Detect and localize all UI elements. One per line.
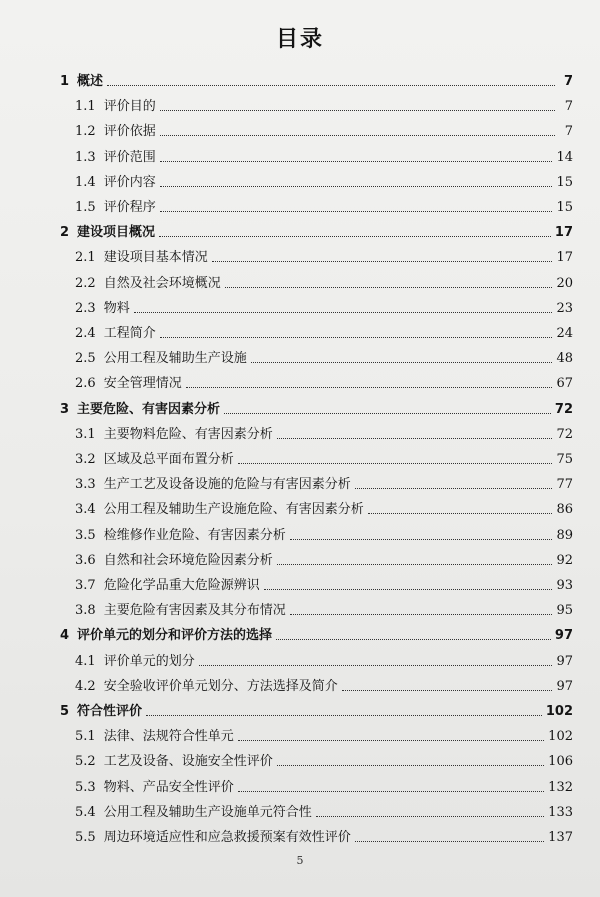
toc-section-entry[interactable] bbox=[75, 650, 573, 670]
toc-section-entry[interactable] bbox=[75, 725, 573, 745]
toc-entry-number: 2.3 bbox=[75, 300, 96, 316]
dot-leader bbox=[342, 690, 553, 691]
toc-entry-page-number: 102 bbox=[548, 729, 573, 745]
toc-entry-label: 生产工艺及设备设施的危险与有害因素分析 bbox=[103, 477, 351, 493]
toc-section-entry[interactable] bbox=[75, 347, 573, 367]
toc-section-entry[interactable] bbox=[75, 750, 573, 770]
toc-entry-page-number: 23 bbox=[556, 300, 573, 316]
toc-entry-label: 自然及社会环境概况 bbox=[103, 275, 221, 291]
toc-entry-page-number: 48 bbox=[556, 351, 573, 367]
toc-entry-number: 1.4 bbox=[75, 174, 96, 190]
toc-entry-page-number: 93 bbox=[556, 578, 573, 593]
toc-entry-number: 5.3 bbox=[75, 779, 96, 795]
dot-leader bbox=[159, 236, 551, 237]
toc-entry-page-number: 20 bbox=[556, 275, 573, 291]
toc-entry-page-number: 133 bbox=[548, 804, 573, 820]
toc-entry-label: 建设项目基本情况 bbox=[103, 250, 208, 266]
toc-entry-number: 1.5 bbox=[75, 200, 96, 215]
toc-entry-page-number: 17 bbox=[556, 250, 573, 266]
dot-leader bbox=[355, 841, 544, 842]
dot-leader bbox=[316, 816, 544, 817]
toc-section-entry[interactable] bbox=[75, 498, 573, 518]
toc-chapter-entry[interactable] bbox=[60, 221, 573, 241]
toc-chapter-entry[interactable] bbox=[60, 70, 573, 90]
dot-leader bbox=[134, 312, 553, 313]
toc-entry-number: 4.1 bbox=[75, 653, 96, 669]
toc-entry-label: 评价目的 bbox=[103, 99, 156, 115]
toc-entry-page-number: 72 bbox=[556, 426, 573, 442]
toc-section-entry[interactable] bbox=[75, 95, 573, 115]
toc-entry-page-number: 92 bbox=[556, 552, 573, 568]
dot-leader bbox=[160, 186, 553, 187]
toc-entry-label: 自然和社会环境危险因素分析 bbox=[103, 552, 273, 568]
dot-leader bbox=[264, 589, 553, 590]
toc-entry-label: 建设项目概况 bbox=[77, 225, 156, 241]
toc-entry-label: 公用工程及辅助生产设施 bbox=[103, 351, 247, 367]
toc-entry-page-number: 86 bbox=[556, 502, 573, 518]
toc-entry-label: 安全验收评价单元划分、方法选择及简介 bbox=[103, 678, 338, 694]
dot-leader bbox=[355, 488, 553, 489]
toc-entry-label: 物料 bbox=[103, 300, 130, 316]
toc-section-entry[interactable] bbox=[75, 776, 573, 796]
dot-leader bbox=[224, 413, 551, 414]
dot-leader bbox=[290, 614, 553, 615]
toc-entry-number: 5.5 bbox=[75, 830, 96, 845]
toc-entry-number: 3.5 bbox=[75, 527, 96, 543]
dot-leader bbox=[238, 463, 553, 464]
toc-entry-number: 5.4 bbox=[75, 804, 96, 820]
toc-entry-page-number: 132 bbox=[548, 779, 573, 795]
toc-entry-number: 2.6 bbox=[75, 376, 96, 392]
toc-entry-number: 3.7 bbox=[75, 578, 96, 593]
toc-section-entry[interactable] bbox=[75, 473, 573, 493]
toc-entry-page-number: 15 bbox=[556, 174, 573, 190]
toc-entry-label: 评价程序 bbox=[103, 200, 156, 215]
toc-entry-page-number: 102 bbox=[545, 704, 573, 719]
toc-chapter-entry[interactable] bbox=[60, 700, 573, 720]
toc-entry-page-number: 97 bbox=[556, 653, 573, 669]
toc-entry-page-number: 106 bbox=[548, 754, 573, 770]
dot-leader bbox=[277, 438, 553, 439]
dot-leader bbox=[160, 110, 555, 111]
toc-entry-number: 3.4 bbox=[75, 502, 96, 518]
toc-entry-label: 符合性评价 bbox=[77, 704, 143, 719]
dot-leader bbox=[146, 715, 542, 716]
toc-entry-number: 5.2 bbox=[75, 754, 96, 770]
toc-entry-number: 3.1 bbox=[75, 426, 96, 442]
dot-leader bbox=[290, 539, 553, 540]
dot-leader bbox=[212, 261, 553, 262]
toc-entry-number: 4.2 bbox=[75, 678, 96, 694]
toc-entry-number: 2.1 bbox=[75, 250, 96, 266]
toc-entry-label: 概述 bbox=[77, 74, 104, 89]
toc-entry-page-number: 89 bbox=[556, 527, 573, 543]
dot-leader bbox=[238, 791, 544, 792]
toc-chapter-entry[interactable] bbox=[60, 398, 573, 418]
dot-leader bbox=[186, 387, 553, 388]
toc-entry-label: 评价单元的划分和评价方法的选择 bbox=[77, 628, 273, 644]
toc-entry-label: 主要物料危险、有害因素分析 bbox=[103, 426, 273, 442]
dot-leader bbox=[199, 665, 553, 666]
toc-section-entry[interactable] bbox=[75, 196, 573, 216]
toc-entry-number: 3 bbox=[60, 401, 70, 417]
toc-section-entry[interactable] bbox=[75, 146, 573, 166]
toc-section-entry[interactable] bbox=[75, 524, 573, 544]
toc-section-entry[interactable] bbox=[75, 574, 573, 594]
dot-leader bbox=[160, 211, 553, 212]
toc-entry-label: 主要危险有害因素及其分布情况 bbox=[103, 603, 286, 619]
toc-chapter-entry[interactable] bbox=[60, 624, 573, 644]
dot-leader bbox=[368, 513, 553, 514]
toc-entry-label: 主要危险、有害因素分析 bbox=[77, 401, 221, 417]
page-title: 目录 bbox=[275, 27, 324, 52]
toc-entry-label: 法律、法规符合性单元 bbox=[103, 729, 234, 745]
toc-entry-label: 公用工程及辅助生产设施危险、有害因素分析 bbox=[103, 502, 364, 518]
toc-entry-page-number: 7 bbox=[564, 99, 573, 115]
toc-entry-number: 1.2 bbox=[75, 124, 96, 140]
toc-entry-number: 5 bbox=[60, 704, 70, 719]
toc-entry-label: 工程简介 bbox=[103, 326, 156, 341]
toc-entry-number: 2.2 bbox=[75, 275, 96, 291]
toc-section-entry[interactable] bbox=[75, 549, 573, 569]
toc-section-entry[interactable] bbox=[75, 297, 573, 317]
toc-entry-page-number: 95 bbox=[556, 603, 573, 619]
toc-entry-page-number: 15 bbox=[556, 200, 573, 215]
dot-leader bbox=[277, 765, 544, 766]
toc-entry-number: 3.8 bbox=[75, 603, 96, 619]
toc-section-entry[interactable] bbox=[75, 448, 573, 468]
footer-page-number: 5 bbox=[296, 854, 304, 867]
dot-leader bbox=[225, 287, 553, 288]
toc-entry-number: 2.5 bbox=[75, 351, 96, 367]
toc-section-entry[interactable] bbox=[75, 171, 573, 191]
toc-entry-number: 1.3 bbox=[75, 149, 96, 165]
toc-section-entry[interactable] bbox=[75, 246, 573, 266]
toc-entry-number: 4 bbox=[60, 628, 70, 644]
toc-section-entry[interactable] bbox=[75, 423, 573, 443]
toc-entry-label: 安全管理情况 bbox=[103, 376, 182, 392]
toc-entry-label: 评价依据 bbox=[103, 124, 156, 140]
toc-entry-label: 物料、产品安全性评价 bbox=[103, 779, 234, 795]
dot-leader bbox=[251, 362, 553, 363]
toc-section-entry[interactable] bbox=[75, 322, 573, 342]
toc-entry-number: 1 bbox=[60, 74, 70, 89]
toc-section-entry[interactable] bbox=[75, 826, 573, 846]
toc-section-entry[interactable] bbox=[75, 801, 573, 821]
toc-entry-page-number: 67 bbox=[556, 376, 573, 392]
toc-entry-number: 5.1 bbox=[75, 729, 96, 745]
toc-entry-label: 公用工程及辅助生产设施单元符合性 bbox=[103, 804, 312, 820]
toc-entry-label: 危险化学品重大危险源辨识 bbox=[103, 578, 260, 593]
toc-entry-number: 3.3 bbox=[75, 477, 96, 493]
dot-leader bbox=[238, 740, 544, 741]
toc-entry-page-number: 97 bbox=[554, 628, 573, 644]
toc-entry-label: 评价单元的划分 bbox=[103, 653, 195, 669]
dot-leader bbox=[107, 85, 555, 86]
toc-section-entry[interactable] bbox=[75, 599, 573, 619]
dot-leader bbox=[160, 161, 553, 162]
toc-entry-number: 3.6 bbox=[75, 552, 96, 568]
dot-leader bbox=[276, 639, 551, 640]
toc-section-entry[interactable] bbox=[75, 675, 573, 695]
toc-section-entry[interactable] bbox=[75, 272, 573, 292]
toc-entry-page-number: 17 bbox=[554, 225, 573, 241]
toc-entry-page-number: 72 bbox=[554, 401, 573, 417]
toc-entry-label: 工艺及设备、设施安全性评价 bbox=[103, 754, 273, 770]
toc-entry-number: 2 bbox=[60, 225, 70, 241]
toc-entry-page-number: 7 bbox=[564, 124, 573, 140]
toc-entry-number: 3.2 bbox=[75, 452, 96, 467]
toc-entry-label: 评价内容 bbox=[103, 174, 156, 190]
dot-leader bbox=[160, 337, 553, 338]
toc-entry-page-number: 97 bbox=[556, 678, 573, 694]
toc-entry-label: 评价范围 bbox=[103, 149, 156, 165]
toc-entry-page-number: 14 bbox=[556, 149, 573, 165]
toc-section-entry[interactable] bbox=[75, 372, 573, 392]
toc-entry-number: 2.4 bbox=[75, 326, 96, 341]
toc-section-entry[interactable] bbox=[75, 120, 573, 140]
toc-entry-label: 检维修作业危险、有害因素分析 bbox=[103, 527, 286, 543]
toc-entry-page-number: 137 bbox=[548, 830, 573, 845]
toc-entry-page-number: 75 bbox=[556, 452, 573, 467]
dot-leader bbox=[277, 564, 553, 565]
toc-entry-number: 1.1 bbox=[75, 99, 96, 115]
toc-entry-page-number: 7 bbox=[563, 74, 573, 89]
toc-entry-label: 区域及总平面布置分析 bbox=[103, 452, 234, 467]
dot-leader bbox=[160, 135, 555, 136]
toc-entry-page-number: 24 bbox=[556, 326, 573, 341]
toc-entry-page-number: 77 bbox=[556, 477, 573, 493]
toc-entry-label: 周边环境适应性和应急救援预案有效性评价 bbox=[103, 830, 351, 845]
